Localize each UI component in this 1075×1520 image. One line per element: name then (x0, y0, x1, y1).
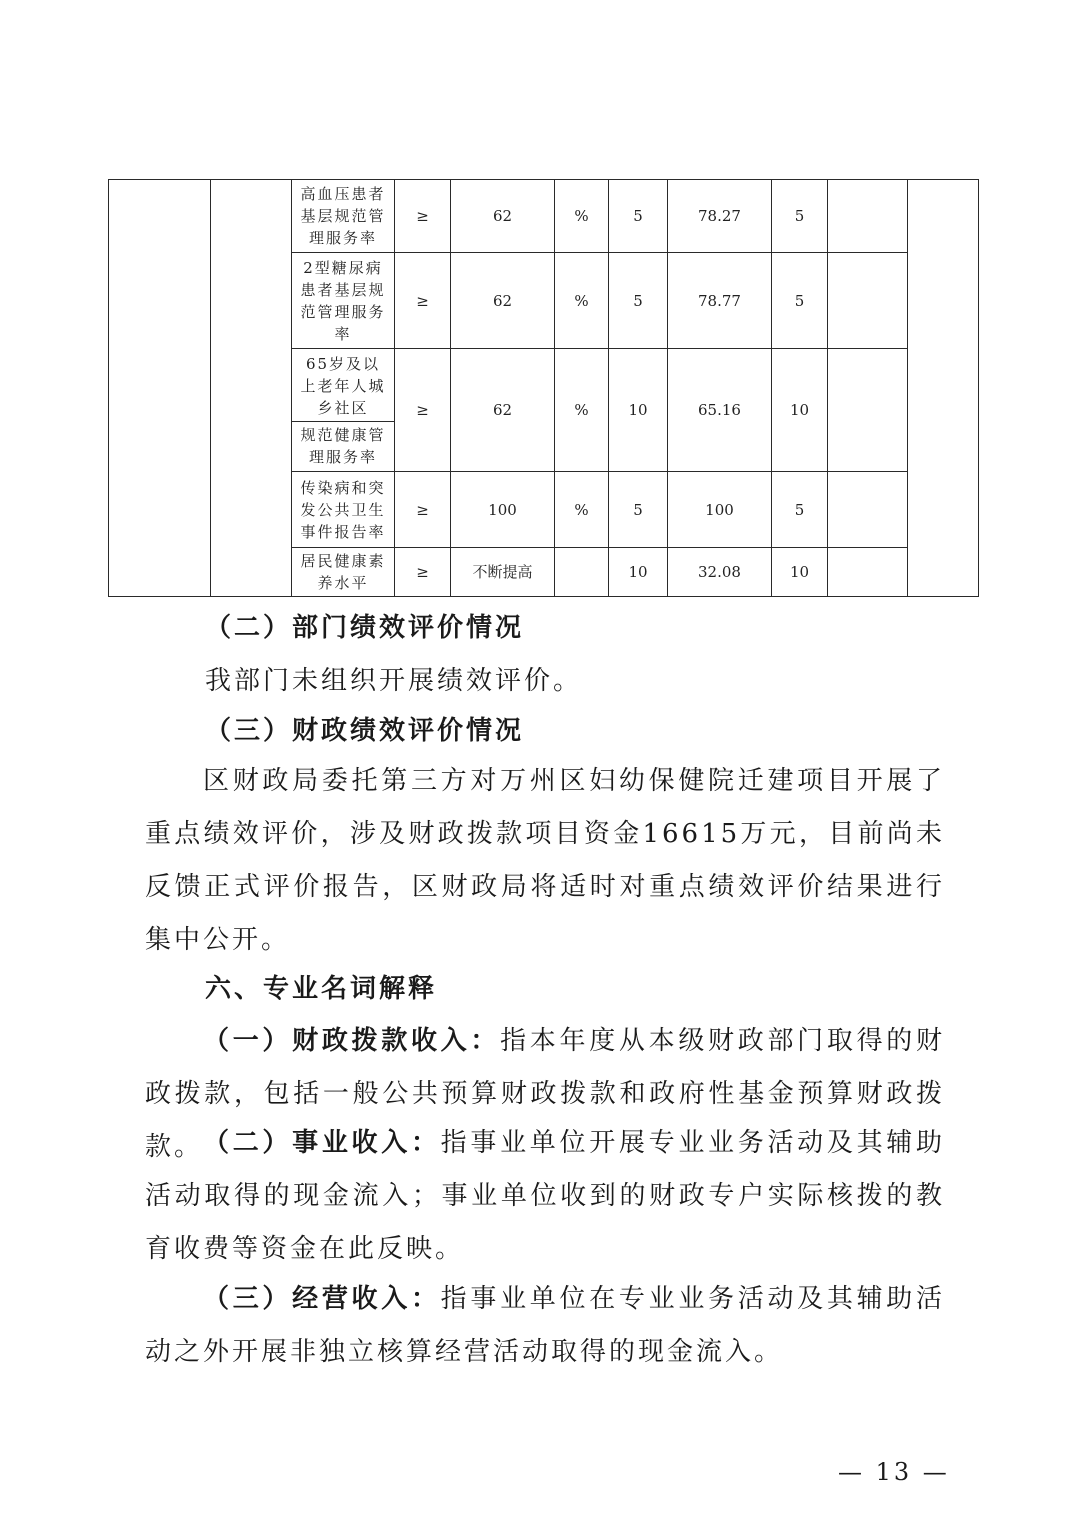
operator-cell: ≥ (395, 180, 451, 253)
actual-cell: 78.27 (668, 180, 772, 253)
indicator-name: 居民健康素养水平 (292, 548, 395, 597)
term-operating-income (145, 1273, 945, 1379)
score-cell: 5 (772, 472, 828, 548)
score-cell: 10 (772, 349, 828, 472)
table-cell-last (908, 180, 979, 597)
score-cell: 5 (772, 253, 828, 349)
term-text: 指本年度从本级财政部门取得的财政拨款，包括一般公共预算财政拨款和政府性基金预算财政拨款。 (145, 1026, 945, 1162)
terms-heading: 六、专业名词解释 (205, 974, 438, 1004)
operator-cell: ≥ (395, 472, 451, 548)
indicator-name: 2型糖尿病患者基层规范管理服务率 (292, 253, 395, 349)
actual-cell: 100 (668, 472, 772, 548)
remark-cell (828, 180, 908, 253)
target-cell: 62 (451, 180, 555, 253)
score-cell: 10 (772, 548, 828, 597)
unit-cell: % (555, 253, 609, 349)
dept-eval-text: 我部门未组织开展绩效评价。 (205, 666, 583, 696)
term-label: （二）事业收入： (203, 1128, 441, 1158)
weight-cell: 5 (609, 472, 668, 548)
remark-cell (828, 253, 908, 349)
dept-eval-heading: （二）部门绩效评价情况 (205, 613, 525, 643)
table-row (109, 180, 979, 253)
term-text: 指事业单位在专业业务活动及其辅助活动之外开展非独立核算经营活动取得的现金流入。 (145, 1284, 945, 1367)
unit-cell: % (555, 472, 609, 548)
term-text: 指事业单位开展专业业务活动及其辅助活动取得的现金流入；事业单位收到的财政专户实际核拨的教育收费等资金在此反映。 (145, 1128, 945, 1264)
target-cell: 不断提高 (451, 548, 555, 597)
fin-eval-heading: （三）财政绩效评价情况 (205, 716, 525, 746)
actual-cell: 78.77 (668, 253, 772, 349)
unit-cell: % (555, 180, 609, 253)
fin-eval-text: 区财政局委托第三方对万州区妇幼保健院迁建项目开展了重点绩效评价，涉及财政拨款项目资金16615万元，目前尚未反馈正式评价报告，区财政局将适时对重点绩效评价结果进行集中公开。 (145, 766, 945, 955)
page-number: — 13 — (838, 1458, 950, 1486)
table-cell-category (109, 180, 211, 597)
operator-cell: ≥ (395, 548, 451, 597)
target-cell: 62 (451, 253, 555, 349)
remark-cell (828, 548, 908, 597)
indicator-name: 传染病和突发公共卫生事件报告率 (292, 472, 395, 548)
remark-cell (828, 349, 908, 472)
unit-cell: % (555, 349, 609, 472)
actual-cell: 65.16 (668, 349, 772, 472)
remark-cell (828, 472, 908, 548)
term-label: （三）经营收入： (203, 1284, 441, 1314)
target-cell: 62 (451, 349, 555, 472)
weight-cell: 10 (609, 548, 668, 597)
score-cell: 5 (772, 180, 828, 253)
actual-cell: 32.08 (668, 548, 772, 597)
term-label: （一）财政拨款收入： (203, 1026, 501, 1056)
weight-cell: 10 (609, 349, 668, 472)
indicator-name: 高血压患者基层规范管理服务率 (292, 180, 395, 253)
weight-cell: 5 (609, 180, 668, 253)
indicator-name: 65岁及以上老年人城乡社区 规范健康管理服务率 (292, 349, 395, 472)
target-cell: 100 (451, 472, 555, 548)
operator-cell: ≥ (395, 349, 451, 472)
table-cell-subcategory (211, 180, 292, 597)
weight-cell: 5 (609, 253, 668, 349)
term-business-income (145, 1117, 945, 1276)
operator-cell: ≥ (395, 253, 451, 349)
unit-cell (555, 548, 609, 597)
performance-indicator-table (108, 179, 979, 597)
